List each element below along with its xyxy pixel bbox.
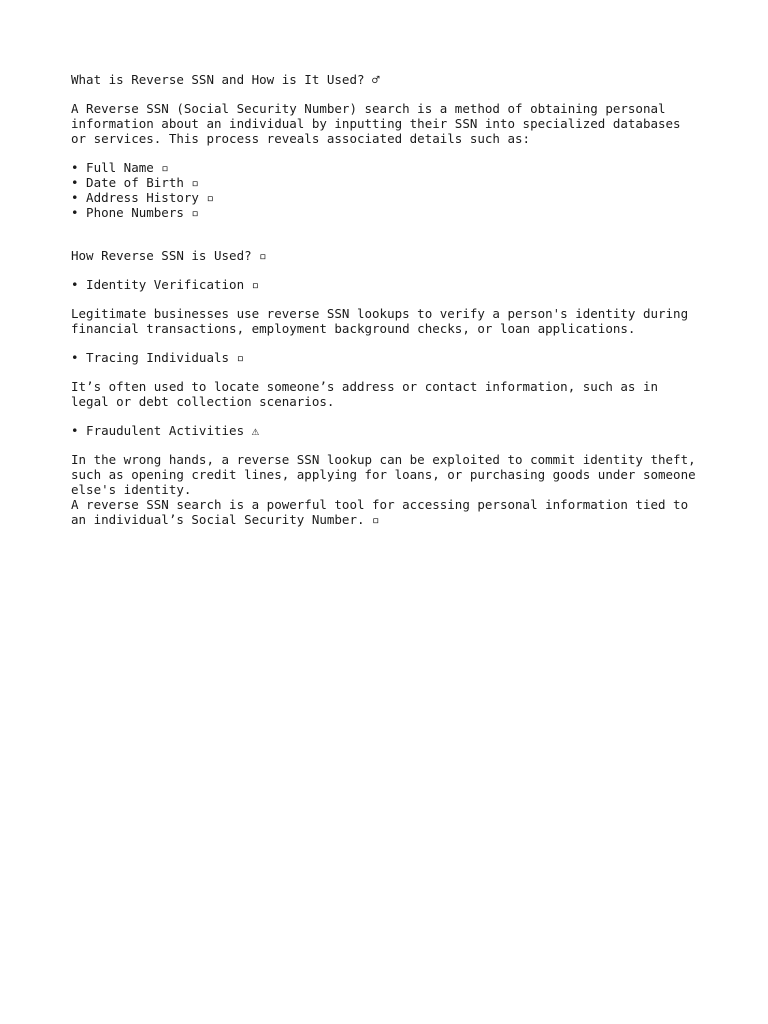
use-identity-verification	[71, 277, 711, 336]
document-body	[71, 72, 711, 527]
spacer	[71, 336, 711, 350]
use-heading: • Fraudulent Activities ⚠	[71, 423, 260, 438]
intro-paragraph	[71, 101, 711, 146]
spacer	[71, 146, 711, 160]
spacer	[71, 365, 711, 379]
intro-line: or services. This process reveals associated details such as:	[71, 131, 531, 146]
conclusion-line: an individual’s Social Security Number. ▫	[71, 512, 380, 527]
list-item-phone-numbers: • Phone Numbers ▫	[71, 205, 199, 220]
spacer	[71, 292, 711, 306]
list-item-date-of-birth: • Date of Birth ▫	[71, 175, 199, 190]
spacer	[71, 409, 711, 423]
spacer	[71, 438, 711, 452]
use-fraudulent-activities	[71, 423, 711, 497]
spacer	[71, 220, 711, 248]
use-heading: • Identity Verification ▫	[71, 277, 260, 292]
intro-line: A Reverse SSN (Social Security Number) search is a method of obtaining personal	[71, 101, 666, 116]
conclusion-line: A reverse SSN search is a powerful tool for accessing personal information tied to	[71, 497, 689, 512]
use-body-line: such as opening credit lines, applying for loans, or purchasing goods under someone	[71, 467, 696, 482]
use-body-line: else's identity.	[71, 482, 192, 497]
use-body-line: Legitimate businesses use reverse SSN lookups to verify a person's identity during	[71, 306, 689, 321]
conclusion-paragraph	[71, 497, 711, 527]
document-title: What is Reverse SSN and How is It Used? ♂	[71, 72, 380, 87]
list-item-address-history: • Address History ▫	[71, 190, 214, 205]
use-tracing-individuals	[71, 350, 711, 409]
details-list	[71, 160, 711, 220]
section-heading-uses: How Reverse SSN is Used? ▫	[71, 248, 267, 263]
intro-line: information about an individual by inputting their SSN into specialized databases	[71, 116, 681, 131]
spacer	[71, 87, 711, 101]
use-body-line: financial transactions, employment background checks, or loan applications.	[71, 321, 636, 336]
spacer	[71, 263, 711, 277]
use-body-line: It’s often used to locate someone’s address or contact information, such as in	[71, 379, 658, 394]
use-body-line: In the wrong hands, a reverse SSN lookup can be exploited to commit identity theft,	[71, 452, 696, 467]
list-item-full-name: • Full Name ▫	[71, 160, 169, 175]
use-body-line: legal or debt collection scenarios.	[71, 394, 335, 409]
use-heading: • Tracing Individuals ▫	[71, 350, 245, 365]
